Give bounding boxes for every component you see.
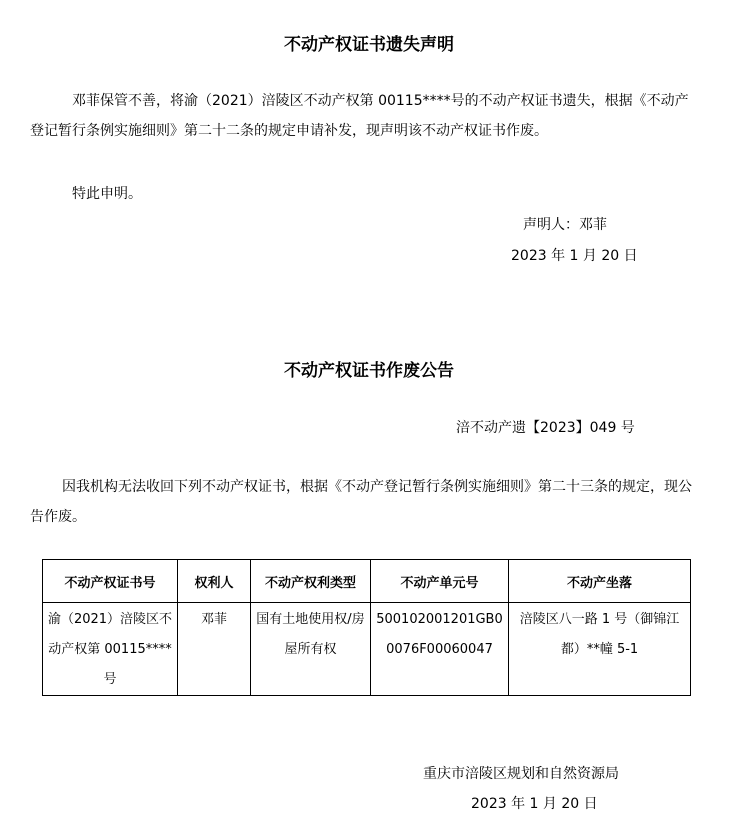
- declaration-date: 2023 年 1 月 20 日: [511, 248, 638, 264]
- declarant: 声明人：邓菲: [523, 217, 607, 233]
- cell-right-holder: 邓菲: [178, 603, 251, 696]
- table-row: [43, 603, 691, 696]
- issuing-authority: 重庆市涪陵区规划和自然资源局: [423, 766, 619, 782]
- declaration-paragraph: 邓菲保管不善，将渝（2021）涪陵区不动产权第 00115****号的不动产权证书遗失，根据《不动产登记暂行条例实施细则》第二十二条的规定申请补发，现声明该不动产权证书作废。: [30, 93, 689, 139]
- announcement-date: 2023 年 1 月 20 日: [471, 796, 598, 812]
- declaration-closing: 特此申明。: [72, 186, 142, 202]
- header-right-type: 不动产权利类型: [251, 560, 371, 603]
- cell-certificate-number: 渝（2021）涪陵区不动产权第 00115****号: [43, 603, 178, 696]
- header-right-holder: 权利人: [178, 560, 251, 603]
- certificate-table: [42, 559, 691, 696]
- announcement-title: 不动产权证书作废公告: [284, 361, 454, 381]
- table-header-row: [43, 560, 691, 603]
- cell-location: 涪陵区八一路 1 号（御锦江都）**幢 5-1: [509, 603, 691, 696]
- reference-number: 涪不动产遗【2023】049 号: [456, 420, 635, 436]
- declaration-title: 不动产权证书遗失声明: [284, 35, 454, 55]
- cell-right-type: 国有土地使用权/房屋所有权: [251, 603, 371, 696]
- announcement-paragraph: 因我机构无法收回下列不动产权证书，根据《不动产登记暂行条例实施细则》第二十三条的规定，现公告作废。: [30, 479, 692, 525]
- header-certificate-number: 不动产权证书号: [43, 560, 178, 603]
- header-location: 不动产坐落: [509, 560, 691, 603]
- header-unit-number: 不动产单元号: [371, 560, 509, 603]
- cell-unit-number: 500102001201GB00076F00060047: [371, 603, 509, 696]
